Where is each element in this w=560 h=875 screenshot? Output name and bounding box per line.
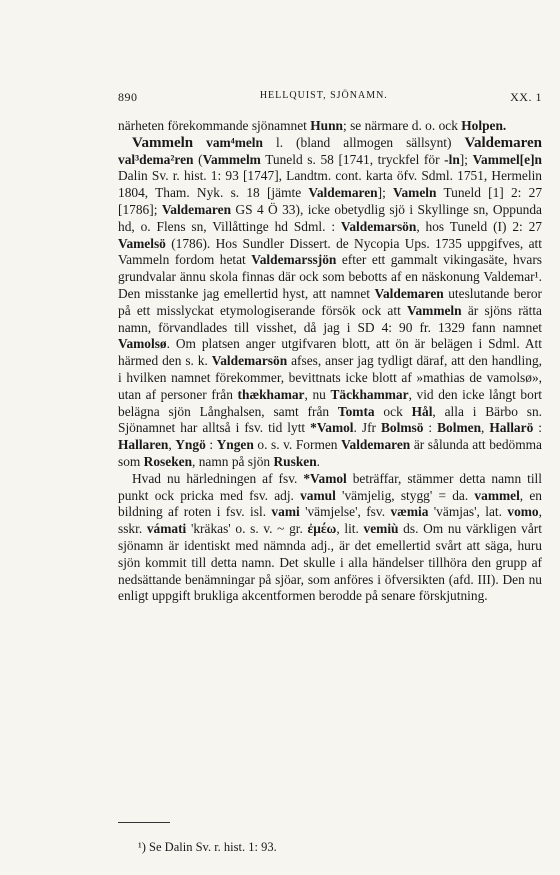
running-header [118,90,542,105]
text-run: ds. Om nu värkligen vårt sjönamn är identiskt med nämnda adj., är det emellertid svårt att säga, huru sjön kommit till detta namn. Det skulle i alla händelser tillhöra den grupp af nedsättande benämningar på sjöar, som anföres i öfversikten (afd. III). Den nu enligt uppgift brukliga akcentformen berodde på senare förskjutning. [118,521,542,604]
bold-term: Yngö [175,437,206,453]
bold-term: Roseken [143,453,193,469]
bold-term: Yngen [216,437,254,453]
bold-term: Hål [411,403,433,419]
text-run: är sjöns rätta namn, förvandlades till visshet, då jag i SD 4: 90 fr. 1329 fann namnet [118,302,543,335]
running-title: HELLQUIST, SJÖNAMN. [259,90,388,101]
text-run: , namn på sjön [192,453,274,469]
bold-term: vemiù [363,521,399,537]
text-run: uteslutande beror på ett misslyckat etymologiserande försök ock att [118,285,542,318]
text-run: , [168,437,176,453]
text-run: (1786). Hos Sundler Dissert. de Nycopia Ups. 1735 uppgifves, att Vammeln fordom hetat [118,235,542,268]
text-run: , alla i Bärbo sn. Sjönamnet har alltså i fsv. tid lytt [118,403,543,436]
section-number: XX. 1 [510,90,542,104]
text-run: ]; [459,151,473,167]
text-run: ock [374,403,412,419]
text-run: : [423,420,438,436]
bold-term: Valdemaren [374,285,444,301]
bold-term: vam⁴meln [193,134,263,150]
text-run: , vid den icke långt bort belägna sjön Långhalsen, samt från [118,386,543,419]
text-run: : [205,437,217,453]
paragraph [118,118,542,135]
bold-term: Rusken [273,453,317,469]
text-run: 'vämjas', lat. [428,504,508,520]
bold-term: Valdemaren [161,201,232,217]
bold-term: *Vamol [310,420,354,436]
bold-term: vami [271,504,300,520]
bold-term: vámati [146,521,187,537]
text-run: beträffar, stämmer detta namn till punkt ock pricka med fsv. adj. [118,470,542,503]
bold-term: Bolmen [437,420,482,436]
text-run: Tuneld [1] 2: 27 [1786]; [118,185,543,217]
text-run: , en bildning af roten i fsv. isl. [118,487,542,520]
text-run: Dalin Sv. r. hist. 1: 93 [1747], Landtm. cont. karta öfv. Sdml. 1751, Hermelin 1804, Tham. Nyk. s. 18 [jämte [118,168,542,201]
text-run: ]; [377,185,394,201]
bold-term: vomo [507,504,539,520]
footnote-text: Se Dalin Sv. r. hist. 1: 93. [149,840,277,854]
text-run: , lit. [336,521,364,537]
bold-term: Bolmsö [381,420,424,436]
body-text [118,118,542,605]
text-run: . [316,453,321,469]
headword: Vammeln [132,134,194,151]
bold-term: vamul [300,487,336,503]
footnote-marker: ¹) [138,840,146,854]
text-run: 'vämjelse', fsv. [299,504,391,520]
paragraph [118,471,542,605]
text-run: . Om platsen anger utgifvaren blott, att ön är belägen i Sdml. Att härmed den s. k. [118,336,542,369]
text-run: Hvad nu härledningen af fsv. [132,470,304,486]
text-run: , hos Tuneld (I) 2: 27 [416,218,542,234]
bold-term: Valdemaren [308,185,378,201]
text-run: , nu [304,386,331,402]
text-run: o. s. v. Formen [253,437,342,453]
bold-term: Hallarö [489,420,534,436]
bold-term: thækhamar [237,386,305,402]
text-run: närheten förekommande sjönamnet [118,118,311,133]
bold-term: væmia [390,504,429,520]
text-run: ( [193,151,203,167]
paragraph [118,135,542,471]
text-run: . Jfr [353,420,381,436]
bold-term: *Vamol [303,470,347,486]
bold-term: vammel [474,487,520,503]
bold-term: Vammelm [202,151,261,167]
text-run: 'vämjelig, stygg' = da. [335,487,475,503]
footnote-rule [118,822,170,823]
bold-term: Vamolsø [118,336,167,352]
page-number: 890 [118,90,138,104]
text-run: , [481,420,490,436]
bold-term: -ln [444,151,460,167]
text-run: är sålunda att bedömma som [118,437,542,469]
text-run: afses, anser jag tydligt däraf, att den handling, i hvilken namnet förekommer, bevittnats icke blott af »mathias de vamolsø», utan af personer från [118,353,542,402]
bold-term: ἐμέω [307,521,337,537]
headword: Valdemaren [464,134,542,151]
text-run: Tuneld s. 58 [1741, tryckfel för [260,151,445,167]
bold-term: Vammeln [407,302,462,318]
text-run: , sskr. [118,504,542,537]
bold-term: Hunn [310,118,344,133]
bold-term: Valdemaren [341,437,411,453]
bold-term: val³dema²ren [118,151,194,167]
bold-term: Vameln [393,185,437,201]
text-run: ; se närmare d. o. ock [343,118,462,133]
bold-term: Valdemarssjön [251,252,337,268]
bold-term: Valdemarsön [211,353,288,369]
text-run: efter ett gammalt vikingasäte, hvars grundvalar ännu skola finnas där ock som bebotts af en näskonung Valdemar¹. Den misstanke jag emellertid hyst, att namnet [118,252,542,301]
footnote [138,840,542,855]
text-run: 'kräkas' o. s. v. ~ gr. [186,521,308,537]
bold-term: Täckhammar [330,386,409,402]
bold-term: Vamelsö [118,235,166,251]
text-run: l. (bland allmogen sällsynt) [262,134,465,150]
bold-term: Hallaren [118,437,169,453]
bold-term: Vammel[e]n [472,151,542,167]
text-run: : [533,420,542,436]
text-run: GS 4 Ö 33), icke obetydlig sjö i Skyllinge sn, Oppunda hd, o. Flens sn, Villåttinge hd Sdml. : [118,201,542,234]
bold-term: Tomta [337,403,375,419]
bold-term: Valdemarsön [340,218,417,234]
bold-term: Holpen. [461,118,507,133]
